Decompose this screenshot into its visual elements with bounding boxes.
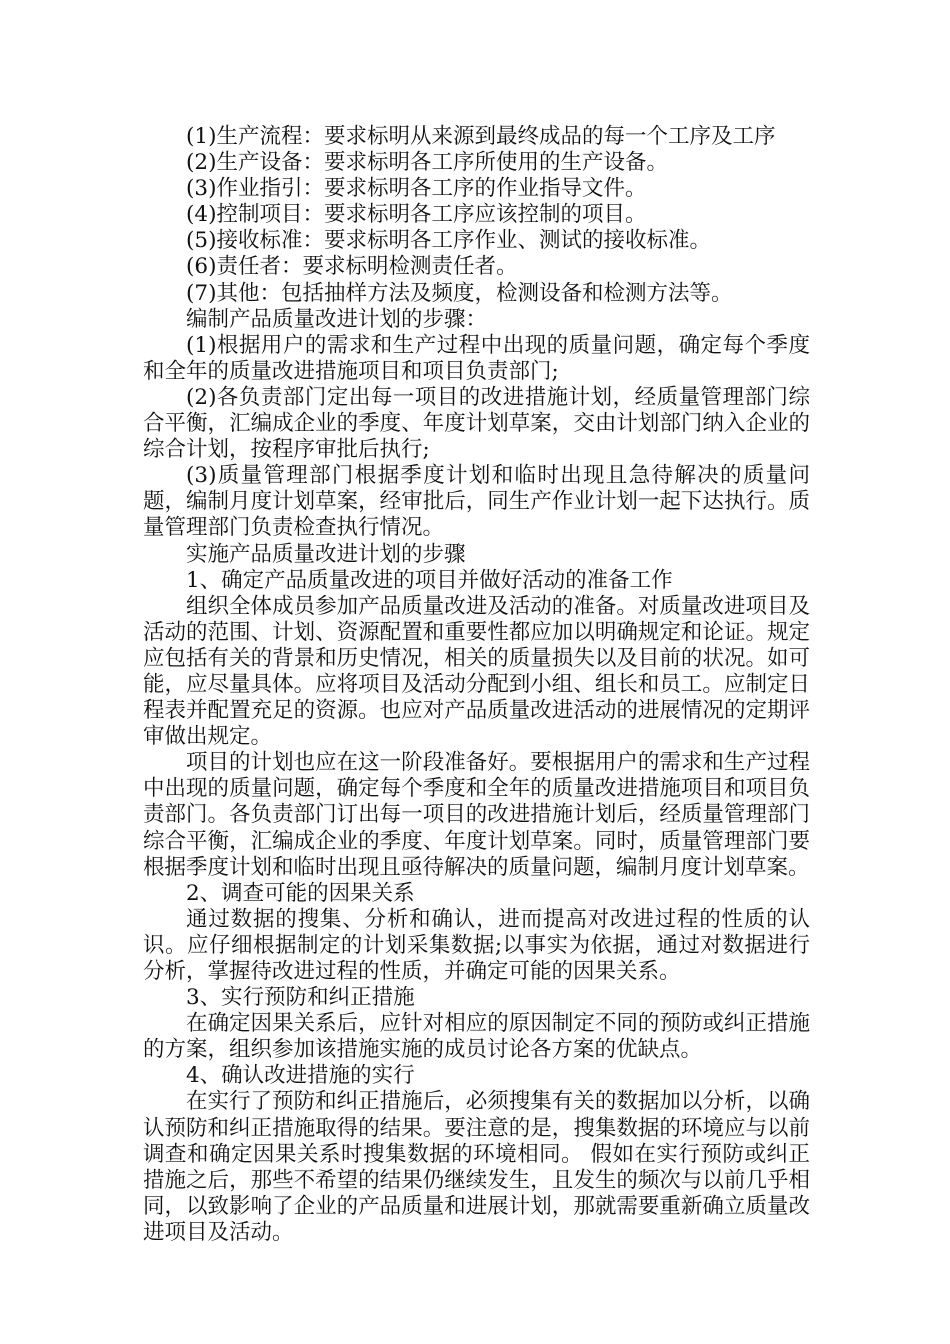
body-paragraph: 通过数据的搜集、分析和确认，进而提高对改进过程的性质的认识。应仔细根据制定的计划采集数据;以事实为依据，通过对数据进行分析，掌握待改进过程的性质，并确定可能的因果关系。 [143, 906, 810, 984]
section-heading-implementation-steps: 实施产品质量改进计划的步骤 [186, 541, 466, 567]
body-paragraph: 组织全体成员参加产品质量改进及活动的准备。对质量改进项目及活动的范围、计划、资源配置和重要性都应加以明确规定和论证。规定应包括有关的背景和历史情况，相关的质量损失以及目前的状况。如可能，应尽量具体。应将项目及活动分配到小组、组长和员工。应制定日程表并配置充足的资源。也应对产品质量改进活动的进展情况的定期评审做出规定。 [143, 593, 810, 750]
list-item-responsible-person: (6)责任者：要求标明检测责任者。 [186, 254, 518, 280]
list-item-production-flow: (1)生产流程：要求标明从来源到最终成品的每一个工序及工序 [186, 124, 776, 149]
subheading-step-3: 3、实行预防和纠正措施 [186, 985, 415, 1011]
list-item-acceptance-criteria: (5)接收标准：要求标明各工序作业、测试的接收标准。 [186, 228, 711, 254]
list-item-production-equipment: (2)生产设备：要求标明各工序所使用的生产设备。 [186, 150, 668, 176]
document-body [143, 124, 810, 1246]
body-paragraph: 在实行了预防和纠正措施后，必须搜集有关的数据加以分析，以确认预防和纠正措施取得的结果。要注意的是，搜集数据的环境应与以前调查和确定因果关系时搜集数据的环境相同。 假如在实行预防或纠正措施之后，那些不希望的结果仍继续发生，且发生的频次与以前几乎相同，以致影响了企业的产品质量和进展计划，那就需要重新确立质量改进项目及活动。 [143, 1089, 810, 1245]
subheading-step-2: 2、调查可能的因果关系 [186, 880, 415, 906]
section-heading-plan-steps: 编制产品质量改进计划的步骤： [186, 306, 488, 332]
list-item-control-items: (4)控制项目：要求标明各工序应该控制的项目。 [186, 202, 647, 228]
body-paragraph: 在确定因果关系后，应针对相应的原因制定不同的预防或纠正措施的方案，组织参加该措施实施的成员讨论各方案的优缺点。 [143, 1011, 810, 1063]
plan-step-2: (2)各负责部门定出每一项目的改进措施计划，经质量管理部门综合平衡，汇编成企业的季度、年度计划草案，交由计划部门纳入企业的综合计划，按程序审批后执行; [143, 384, 810, 463]
subheading-step-4: 4、确认改进措施的实行 [186, 1063, 415, 1089]
subheading-step-1: 1、确定产品质量改进的项目并做好活动的准备工作 [186, 567, 673, 593]
list-item-other: (7)其他：包括抽样方法及频度，检测设备和检测方法等。 [186, 280, 733, 306]
list-item-work-instruction: (3)作业指引：要求标明各工序的作业指导文件。 [186, 176, 647, 202]
body-paragraph: 项目的计划也应在这一阶段准备好。要根据用户的需求和生产过程中出现的质量问题，确定每个季度和全年的质量改进措施项目和项目负责部门。各负责部门订出每一项目的改进措施计划后，经质量管理部门综合平衡，汇编成企业的季度、年度计划草案。同时，质量管理部门要根据季度计划和临时出现且亟待解决的质量问题，编制月度计划草案。 [143, 750, 810, 880]
plan-step-3: (3)质量管理部门根据季度计划和临时出现且急待解决的质量问题，编制月度计划草案，经审批后，同生产作业计划一起下达执行。质量管理部门负责检查执行情况。 [143, 463, 810, 541]
plan-step-1: (1)根据用户的需求和生产过程中出现的质量问题，确定每个季度和全年的质量改进措施项目和项目负责部门; [143, 332, 810, 384]
